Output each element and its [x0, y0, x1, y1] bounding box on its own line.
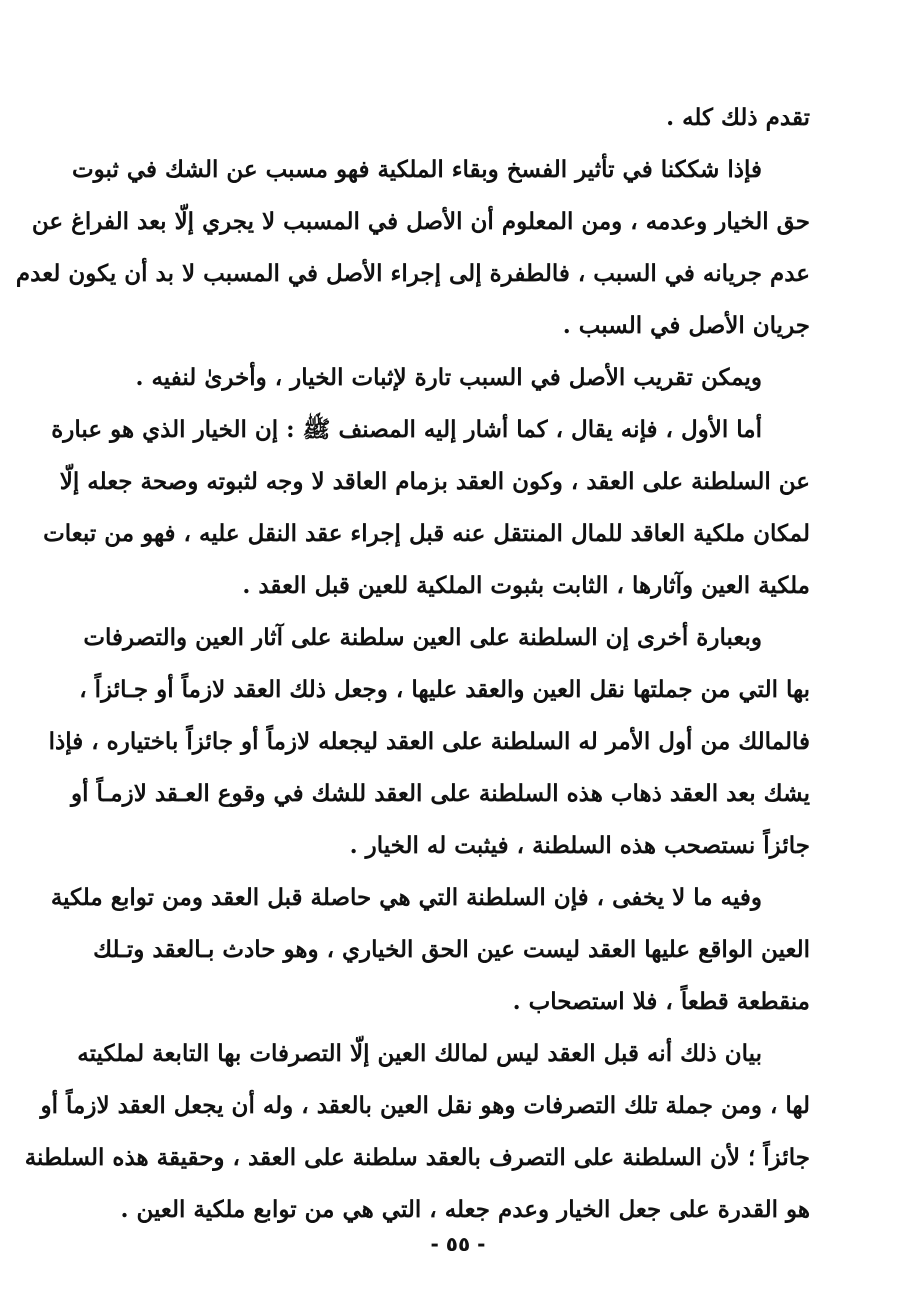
text-line: أما الأول ، فإنه يقال ، كما أشار إليه المصنف ﷺ : إن الخيار الذي هو عبارة — [51, 416, 762, 443]
text-line: يشك بعد العقد ذهاب هذه السلطنة على العقد للشك في وقوع العـقد لازمـاً أو — [71, 780, 810, 807]
text-line: عن السلطنة على العقد ، وكون العقد بزمام العاقد لا وجه لثبوته وصحة جعله إلّا — [59, 468, 810, 495]
text-line: العين الواقع عليها العقد ليست عين الحق الخياري ، وهو حادث بـالعقد وتـلك — [93, 936, 810, 963]
text-line: ويمكن تقريب الأصل في السبب تارة لإثبات الخيار ، وأخرىٰ لنفيه . — [135, 364, 762, 391]
text-line: تقدم ذلك كله . — [666, 104, 810, 131]
text-line: هو القدرة على جعل الخيار وعدم جعله ، التي هي من توابع ملكية العين . — [120, 1196, 810, 1223]
text-line: ملكية العين وآثارها ، الثابت بثبوت الملكية للعين قبل العقد . — [242, 572, 810, 599]
text-line: لمكان ملكية العاقد للمال المنتقل عنه قبل إجراء عقد النقل عليه ، فهو من تبعات — [43, 520, 810, 547]
text-line: فالمالك من أول الأمر له السلطنة على العقد ليجعله لازماً أو جائزاً باختياره ، فإذا — [48, 728, 810, 755]
text-line: منقطعة قطعاً ، فلا استصحاب . — [512, 988, 810, 1015]
text-line: جائزاً نستصحب هذه السلطنة ، فيثبت له الخيار . — [349, 832, 810, 859]
text-line: جائزاً ؛ لأن السلطنة على التصرف بالعقد سلطنة على العقد ، وحقيقة هذه السلطنة — [24, 1144, 810, 1171]
text-line: فإذا شككنا في تأثير الفسخ وبقاء الملكية فهو مسبب عن الشك في ثبوت — [71, 156, 762, 183]
text-line: لها ، ومن جملة تلك التصرفات وهو نقل العين بالعقد ، وله أن يجعل العقد لازماً أو — [40, 1092, 810, 1119]
text-line: بها التي من جملتها نقل العين والعقد عليها ، وجعل ذلك العقد لازماً أو جـائزاً ، — [79, 676, 810, 703]
text-line: وبعبارة أخرى إن السلطنة على العين سلطنة على آثار العين والتصرفات — [83, 624, 762, 651]
text-line: بيان ذلك أنه قبل العقد ليس لمالك العين إلّا التصرفات بها التابعة لملكيته — [77, 1040, 762, 1067]
text-line: جريان الأصل في السبب . — [562, 312, 810, 339]
text-line: حق الخيار وعدمه ، ومن المعلوم أن الأصل في المسبب لا يجري إلّا بعد الفراغ عن — [31, 208, 810, 235]
page-number: - ٥٥ - — [430, 1232, 486, 1256]
text-line: وفيه ما لا يخفى ، فإن السلطنة التي هي حاصلة قبل العقد ومن توابع ملكية — [50, 884, 762, 911]
body-text — [15, 92, 810, 1236]
text-line: عدم جريانه في السبب ، فالطفرة إلى إجراء الأصل في المسبب لا بد أن يكون لعدم — [15, 260, 810, 287]
